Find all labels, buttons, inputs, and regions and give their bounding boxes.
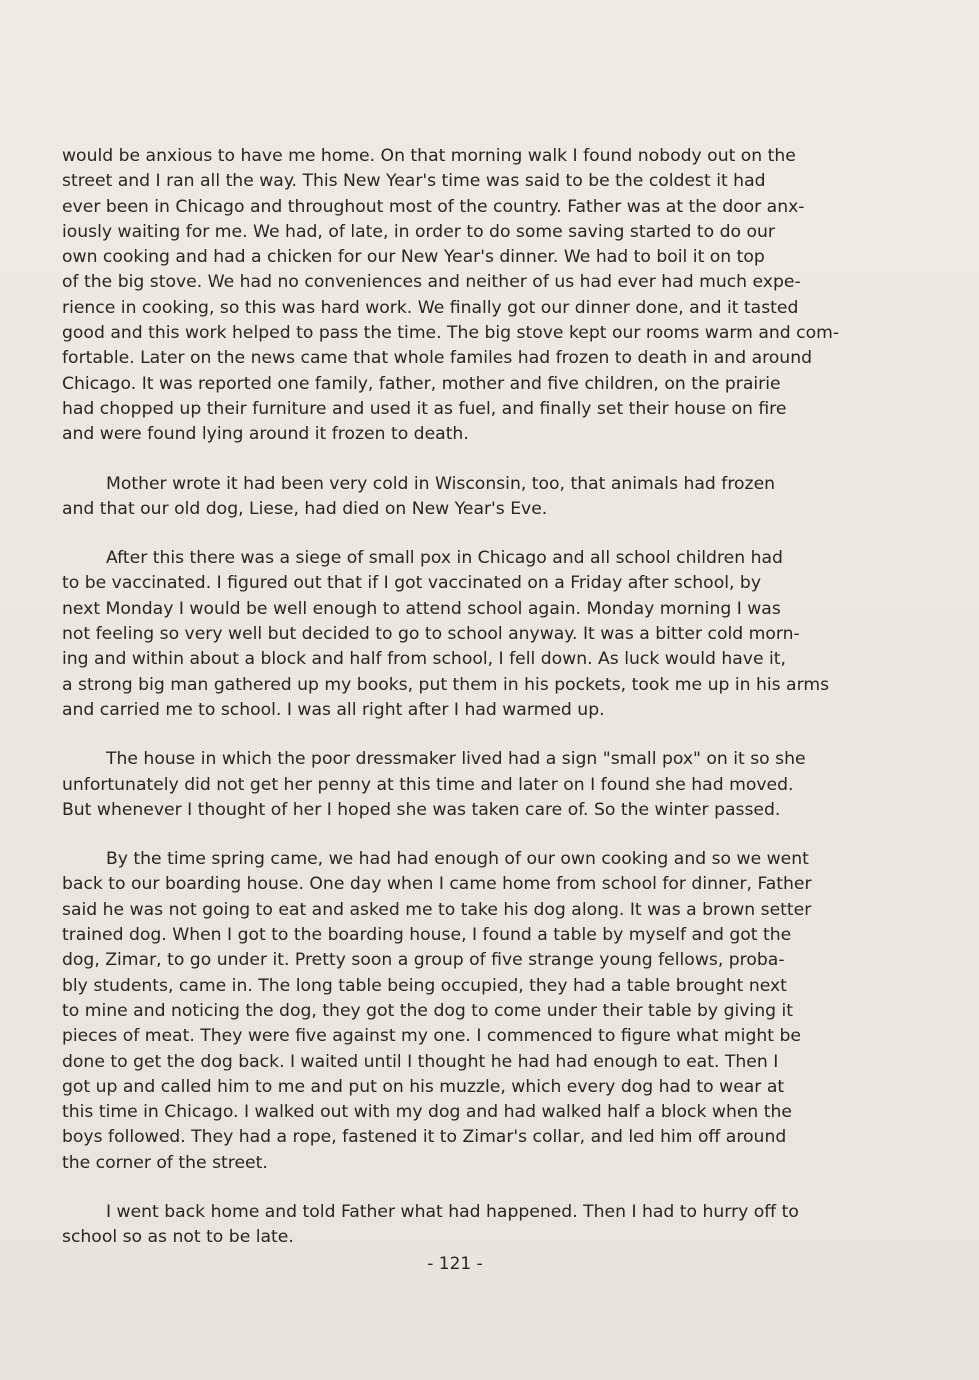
- text-line: I went back home and told Father what had happened. Then I had to hurry off to: [106, 1201, 799, 1222]
- text-line: got up and called him to me and put on his muzzle, which every dog had to wear at: [62, 1076, 785, 1097]
- text-line: and that our old dog, Liese, had died on New Year's Eve.: [62, 498, 548, 519]
- paragraph: [62, 472, 902, 523]
- text-line: own cooking and had a chicken for our New Year's dinner. We had to boil it on top: [62, 247, 765, 268]
- paragraph: [62, 1200, 902, 1251]
- text-line: to mine and noticing the dog, they got the dog to come under their table by giving it: [62, 1000, 793, 1021]
- text-line: street and I ran all the way. This New Year's time was said to be the coldest it had: [62, 171, 766, 192]
- text-line: done to get the dog back. I waited until I thought he had had enough to eat. Then I: [62, 1051, 779, 1072]
- text-line: had chopped up their furniture and used it as fuel, and finally set their house on fire: [62, 398, 787, 419]
- text-line: By the time spring came, we had had enough of our own cooking and so we went: [106, 849, 809, 870]
- text-line: But whenever I thought of her I hoped she was taken care of. So the winter passed.: [62, 799, 781, 820]
- text-line: of the big stove. We had no conveniences and neither of us had ever had much expe-: [62, 272, 801, 293]
- body-text: [62, 144, 902, 1251]
- text-line: not feeling so very well but decided to go to school anyway. It was a bitter cold morn-: [62, 624, 800, 645]
- text-line: the corner of the street.: [62, 1152, 268, 1173]
- text-line: rience in cooking, so this was hard work. We finally got our dinner done, and it tasted: [62, 297, 799, 318]
- text-line: and carried me to school. I was all right after I had warmed up.: [62, 699, 605, 720]
- text-line: back to our boarding house. One day when I came home from school for dinner, Father: [62, 874, 812, 895]
- text-line: bly students, came in. The long table being occupied, they had a table brought next: [62, 975, 787, 996]
- paragraph: [62, 747, 902, 823]
- text-line: Chicago. It was reported one family, father, mother and five children, on the prairie: [62, 373, 781, 394]
- text-line: dog, Zimar, to go under it. Pretty soon a group of five strange young fellows, proba-: [62, 950, 785, 971]
- text-line: fortable. Later on the news came that whole familes had frozen to death in and around: [62, 348, 813, 369]
- text-line: to be vaccinated. I figured out that if I got vaccinated on a Friday after school, by: [62, 573, 761, 594]
- paragraph-gap: [62, 723, 902, 747]
- text-line: unfortunately did not get her penny at this time and later on I found she had moved.: [62, 774, 794, 795]
- text-line: would be anxious to have me home. On that morning walk I found nobody out on the: [62, 146, 796, 166]
- text-line: trained dog. When I got to the boarding house, I found a table by myself and got the: [62, 925, 792, 946]
- text-line: said he was not going to eat and asked me to take his dog along. It was a brown setter: [62, 899, 812, 920]
- text-line: Mother wrote it had been very cold in Wisconsin, too, that animals had frozen: [106, 473, 776, 494]
- text-line: After this there was a siege of small pox in Chicago and all school children had: [106, 548, 783, 569]
- text-line: next Monday I would be well enough to attend school again. Monday morning I was: [62, 598, 781, 619]
- page-number: - 121 -: [427, 1254, 483, 1274]
- paragraph-gap: [62, 522, 902, 546]
- text-line: The house in which the poor dressmaker lived had a sign "small pox" on it so she: [106, 749, 806, 770]
- text-line: good and this work helped to pass the time. The big stove kept our rooms warm and com-: [62, 323, 840, 344]
- text-line: this time in Chicago. I walked out with my dog and had walked half a block when the: [62, 1102, 792, 1123]
- text-line: ing and within about a block and half from school, I fell down. As luck would have it,: [62, 649, 786, 670]
- text-line: school so as not to be late.: [62, 1227, 294, 1248]
- text-line: iously waiting for me. We had, of late, in order to do some saving started to do our: [62, 221, 775, 242]
- text-line: ever been in Chicago and throughout most of the country. Father was at the door anx-: [62, 196, 805, 217]
- paragraph: [62, 144, 902, 448]
- text-line: boys followed. They had a rope, fastened it to Zimar's collar, and led him off around: [62, 1127, 787, 1148]
- paragraph-gap: [62, 1176, 902, 1200]
- paragraph-gap: [62, 823, 902, 847]
- paragraph: [62, 546, 902, 723]
- text-line: a strong big man gathered up my books, put them in his pockets, took me up in his arms: [62, 674, 830, 695]
- paragraph-gap: [62, 448, 902, 472]
- paragraph: [62, 847, 902, 1176]
- text-line: pieces of meat. They were five against my one. I commenced to figure what might be: [62, 1026, 801, 1047]
- text-line: and were found lying around it frozen to death.: [62, 424, 469, 445]
